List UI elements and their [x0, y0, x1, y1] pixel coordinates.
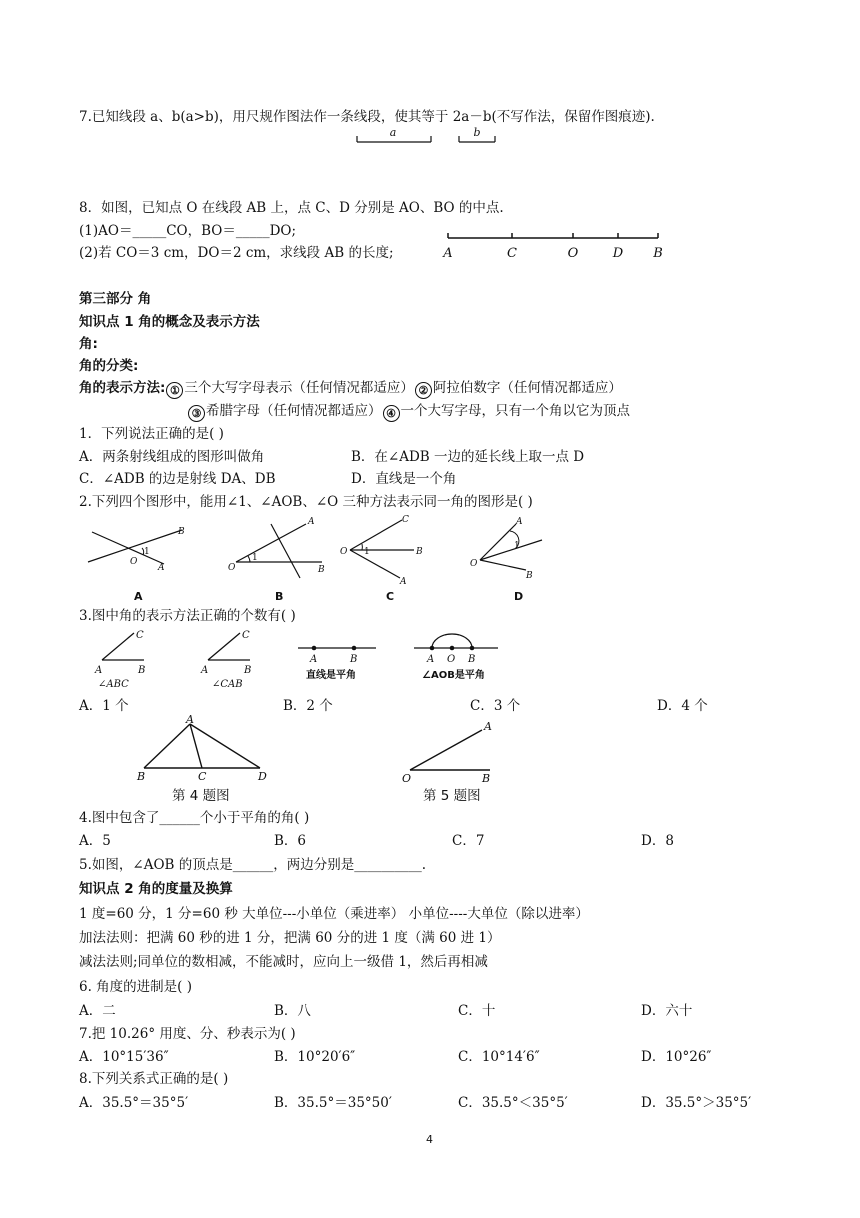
q8b-text: 8.下列关系式正确的是( ): [79, 1071, 229, 1087]
q8b-option-b: B．35.5°＝35°50′: [274, 1095, 392, 1111]
svg-text:A: A: [427, 654, 435, 665]
addition-rule: 加法法则：把满 60 秒的进 1 分，把满 60 分的进 1 度（满 60 进 1）: [79, 930, 501, 946]
q2-caption-d: D: [514, 590, 524, 603]
q7b-option-a: A．10°15′36″: [79, 1049, 169, 1065]
q1-option-a: A．两条射线组成的图形叫做角: [79, 449, 265, 465]
q3-text: 3.图中角的表示方法正确的个数有( ): [79, 608, 296, 624]
svg-text:O: O: [402, 772, 412, 785]
q7b-option-b: B．10°20′6″: [274, 1049, 356, 1065]
svg-text:A: A: [186, 713, 194, 726]
svg-text:A: A: [95, 665, 103, 676]
q3-figure-1: [92, 625, 162, 691]
method-2: 阿拉伯数字（任何情况都适应）: [432, 380, 622, 396]
q6-option-b: B．八: [274, 1003, 311, 1019]
q1-option-d: D．直线是一个角: [351, 471, 457, 487]
svg-text:B: B: [138, 665, 146, 676]
method-3: 希腊字母（任何情况都适应）: [206, 403, 382, 419]
page-number: 4: [426, 1133, 433, 1146]
point-c-label: C: [507, 246, 517, 261]
q8-part2: (2)若 CO＝3 cm，DO＝2 cm，求线段 AB 的长度;: [79, 245, 394, 261]
svg-text:B: B: [526, 571, 533, 581]
q3-option-d: D．4 个: [657, 698, 708, 714]
angle-notation-line1: [79, 379, 622, 399]
q3-option-b: B．2 个: [283, 698, 333, 714]
fig4-caption: 第 4 题图: [172, 788, 230, 804]
svg-text:O: O: [340, 547, 348, 557]
kp2-heading: 知识点 2 角的度量及换算: [79, 881, 233, 897]
svg-text:A: A: [516, 517, 523, 527]
svg-text:C: C: [136, 630, 144, 641]
svg-text:C: C: [198, 770, 207, 783]
q2-caption-a: A: [134, 590, 143, 603]
segment-a-label: a: [389, 126, 397, 139]
q4-option-c: C．7: [452, 833, 485, 849]
q2-text: 2.下列四个图形中，能用∠1、∠AOB、∠O 三种方法表示同一角的图形是( ): [79, 494, 533, 510]
q7b-option-c: C．10°14′6″: [458, 1049, 540, 1065]
q2-figure-c: [338, 514, 438, 604]
q1-option-b: B．在∠ADB 一边的延长线上取一点 D: [351, 449, 585, 465]
segment-b-label: b: [473, 126, 481, 139]
q8b-option-a: A．35.5°＝35°5′: [79, 1095, 189, 1111]
svg-text:B: B: [137, 770, 146, 783]
svg-text:A: A: [484, 720, 492, 733]
q2-figure-d: [466, 514, 566, 604]
svg-text:O: O: [130, 557, 138, 567]
q3-figure-4: [412, 630, 502, 680]
q1-option-c: C．∠ADB 的边是射线 DA、DB: [79, 471, 276, 487]
q3-option-a: A．1 个: [79, 698, 129, 714]
angle-notation-line2: [187, 402, 630, 422]
method-1: 三个大写字母表示（任何情况都适应）: [184, 380, 414, 396]
q2-figure-b: [226, 514, 336, 604]
point-a-label: A: [443, 246, 453, 261]
q3-figure-2: [198, 625, 268, 691]
q8b-option-c: C．35.5°＜35°5′: [458, 1095, 568, 1111]
angle-definition-label: 角:: [79, 336, 98, 352]
fig5-caption: 第 5 题图: [423, 788, 481, 804]
q8-part1: (1)AO＝_____CO，BO＝_____DO;: [79, 223, 297, 239]
svg-text:B: B: [482, 772, 491, 785]
q3-caption-4: ∠AOB是平角: [422, 670, 485, 681]
svg-text:D: D: [258, 770, 267, 783]
conversion-rule: 1 度=60 分，1 分=60 秒 大单位---小单位（乘进率） 小单位----大单位（除以进率）: [79, 906, 589, 922]
q3-figure-3: [296, 636, 386, 680]
svg-text:A: A: [201, 665, 209, 676]
q3-caption-1: ∠ABC: [98, 679, 129, 690]
svg-text:B: B: [350, 654, 358, 665]
svg-text:B: B: [244, 665, 252, 676]
svg-text:A: A: [158, 563, 165, 573]
angle-notation-label: 角的表示方法:: [79, 380, 166, 396]
svg-text:1: 1: [364, 547, 370, 557]
svg-text:A: A: [308, 517, 315, 527]
fig4-triangle: [134, 714, 274, 784]
q6-option-a: A．二: [79, 1003, 116, 1019]
subtraction-rule: 减法法则;同单位的数相减，不能减时，应向上一级借 1，然后再相减: [79, 954, 488, 970]
svg-text:1: 1: [514, 541, 520, 551]
marker-3: ③: [188, 405, 205, 422]
q4-option-b: B．6: [274, 833, 307, 849]
svg-text:C: C: [242, 630, 250, 641]
q7b-text: 7.把 10.26° 用度、分、秒表示为( ): [79, 1026, 296, 1042]
q2-figure-a: [86, 522, 196, 604]
angle-classification-label: 角的分类:: [79, 358, 139, 374]
svg-text:B: B: [178, 527, 185, 537]
q5-text: 5.如图，∠AOB 的顶点是______，两边分别是__________.: [79, 857, 427, 873]
svg-text:O: O: [228, 563, 236, 573]
svg-text:O: O: [447, 654, 456, 665]
svg-text:B: B: [468, 654, 476, 665]
point-b-label: B: [653, 246, 663, 261]
q6-text: 6. 角度的进制是( ): [79, 979, 192, 995]
q3-caption-3: 直线是平角: [306, 670, 356, 681]
point-d-label: D: [612, 246, 624, 261]
q3-option-c: C．3 个: [470, 698, 521, 714]
method-4: 一个大写字母，只有一个角以它为顶点: [400, 403, 630, 419]
q4-option-a: A．5: [79, 833, 111, 849]
point-o-label: O: [567, 246, 579, 261]
marker-4: ④: [383, 405, 400, 422]
q3-caption-2: ∠CAB: [212, 679, 243, 690]
svg-text:B: B: [416, 547, 423, 557]
q8b-option-d: D．35.5°＞35°5′: [641, 1095, 752, 1111]
line-segment-figure: [440, 228, 670, 264]
q7-text: 7.已知线段 a、b(a>b)，用尺规作图法作一条线段，使其等于 2a－b(不写作法，保留作图痕迹).: [79, 109, 655, 125]
q2-caption-c: C: [386, 590, 395, 603]
svg-text:1: 1: [252, 553, 258, 563]
q4-option-d: D．8: [641, 833, 674, 849]
svg-text:1: 1: [144, 547, 150, 557]
q4-text: 4.图中包含了______个小于平角的角( ): [79, 810, 310, 826]
q7b-option-d: D．10°26″: [641, 1049, 712, 1065]
svg-text:B: B: [318, 565, 325, 575]
q6-option-d: D．六十: [641, 1003, 693, 1019]
q2-caption-b: B: [275, 590, 284, 603]
part3-heading: 第三部分 角: [79, 291, 152, 307]
marker-2: ②: [415, 382, 432, 399]
fig5-angle: [398, 716, 498, 785]
svg-text:A: A: [400, 577, 407, 587]
segment-figure: [355, 128, 495, 148]
kp1-heading: 知识点 1 角的概念及表示方法: [79, 314, 260, 330]
svg-text:C: C: [402, 515, 409, 525]
q8-text: 8．如图，已知点 O 在线段 AB 上，点 C、D 分别是 AO、BO 的中点.: [79, 200, 504, 216]
q1-text: 1．下列说法正确的是( ): [79, 426, 224, 442]
svg-text:O: O: [470, 559, 478, 569]
marker-1: ①: [166, 382, 183, 399]
q6-option-c: C．十: [458, 1003, 496, 1019]
svg-text:A: A: [310, 654, 318, 665]
